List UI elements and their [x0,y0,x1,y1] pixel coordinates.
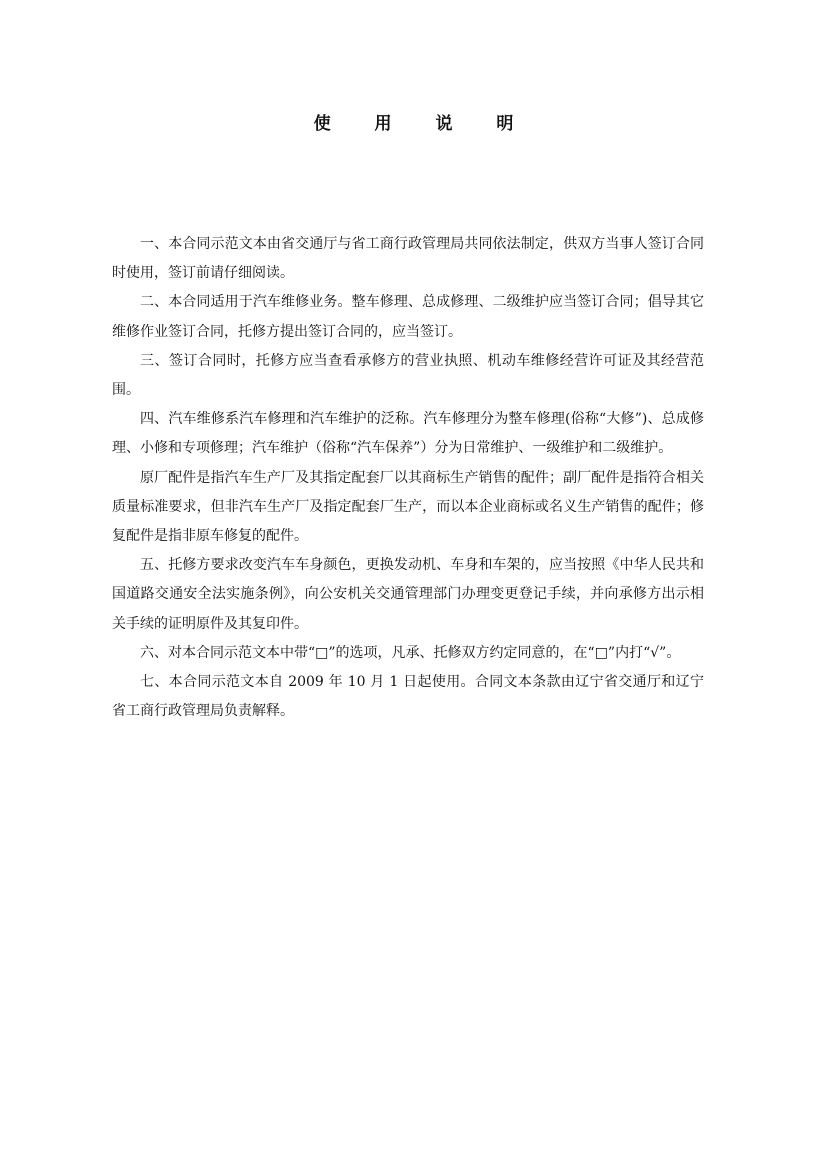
paragraph-1: 一、本合同示范文本由省交通厅与省工商行政管理局共同依法制定，供双方当事人签订合同时使用，签订前请仔细阅读。 [112,236,704,282]
paragraph-6: 五、托修方要求改变汽车车身颜色，更换发动机、车身和车架的，应当按照《中华人民共和国道路交通安全法实施条例》，向公安机关交通管理部门办理变更登记手续，并向承修方出示相关手续的证明原件及其复印件。 [112,557,704,632]
paragraph-5: 原厂配件是指汽车生产厂及其指定配套厂以其商标生产销售的配件；副厂配件是指符合相关质量标准要求，但非汽车生产厂及指定配套厂生产，而以本企业商标或名义生产销售的配件；修复配件是指非原车修复的配件。 [112,469,704,545]
paragraph-2: 二、本合同适用于汽车维修业务。整车修理、总成修理、二级维护应当签订合同；倡导其它维修作业签订合同，托修方提出签订合同的，应当签订。 [112,294,704,340]
paragraph-3: 三、签订合同时，托修方应当查看承修方的营业执照、机动车维修经营许可证及其经营范围。 [112,352,704,399]
paragraph-7: 六、对本合同示范文本中带“□”的选项，凡承、托修双方约定同意的，在“□”内打“√”。 [140,644,681,661]
page-title: 使 用 说 明 [313,114,533,134]
paragraph-4: 四、汽车维修系汽车修理和汽车维护的泛称。汽车修理分为整车修理(俗称“大修”)、总成修理、小修和专项修理；汽车维护（俗称“汽车保养”）分为日常维护、一级维护和二级维护。 [112,411,704,457]
paragraph-8: 七、本合同示范文本自 2009 年 10 月 1 日起使用。合同文本条款由辽宁省交通厅和辽宁省工商行政管理局负责解释。 [112,674,704,720]
instructions-body [112,230,704,726]
